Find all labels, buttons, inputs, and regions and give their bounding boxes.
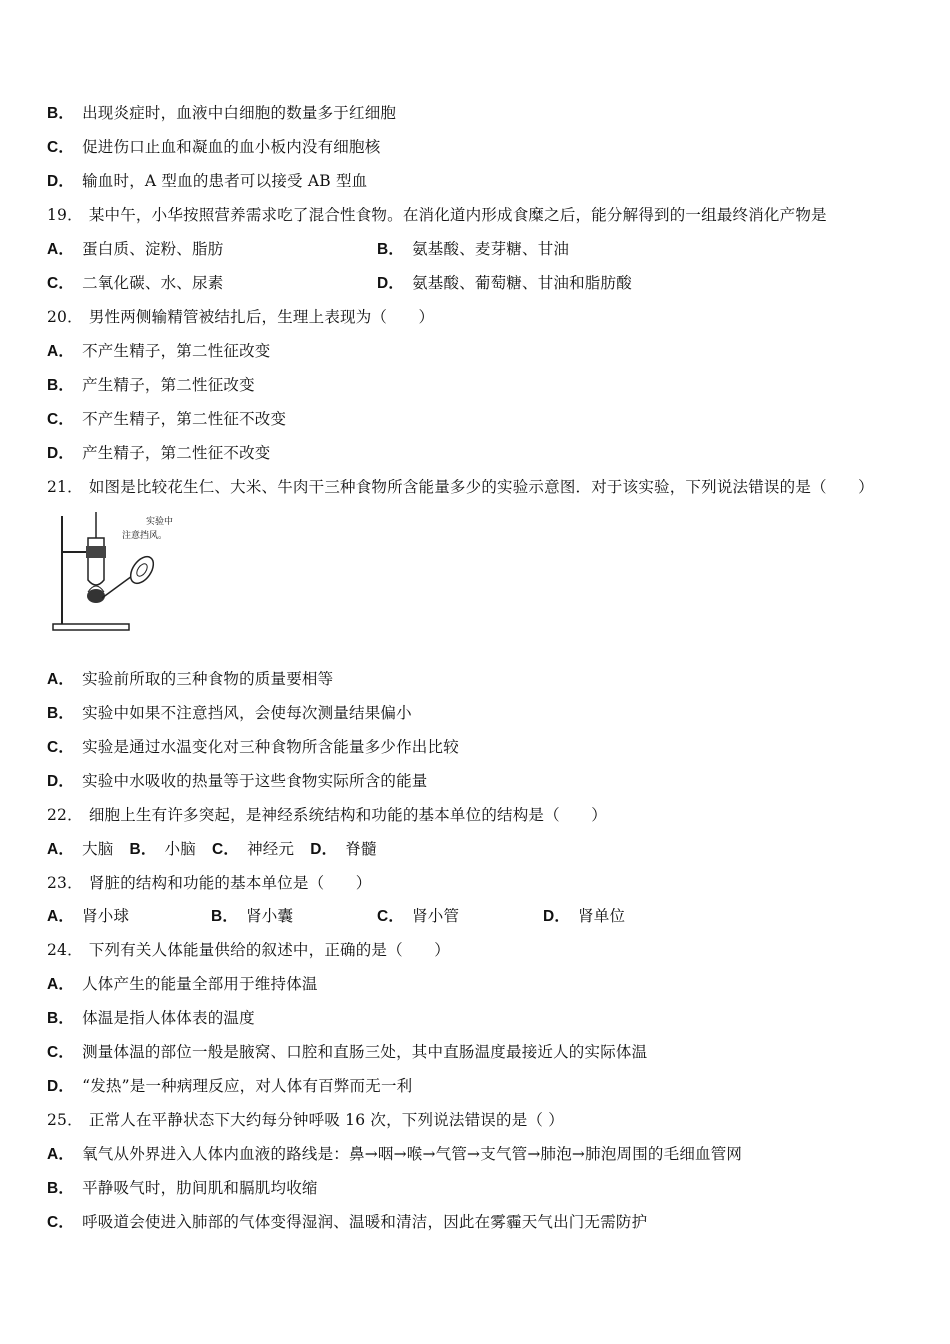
option-text: 人体产生的能量全部用于维持体温 — [82, 975, 318, 993]
question-number: 24． — [47, 941, 83, 959]
option-text: 平静吸气时，肋间肌和膈肌均收缩 — [82, 1179, 318, 1197]
option-letter: B． — [47, 705, 75, 722]
option-letter: D． — [47, 773, 75, 790]
option-letter: D． — [310, 841, 338, 858]
option-letter: D． — [47, 445, 75, 462]
option-letter: B． — [47, 1180, 75, 1197]
option-text: 产生精子，第二性征不改变 — [82, 444, 271, 462]
figure-label-line-1: 实验中 — [146, 517, 174, 527]
question-number: 21． — [47, 478, 83, 496]
q25-stem — [47, 1110, 564, 1130]
option-text: 肾小管 — [412, 907, 460, 925]
question-number: 22． — [47, 806, 83, 824]
option-text: 体温是指人体体表的温度 — [82, 1009, 255, 1027]
option-letter: C． — [47, 139, 75, 156]
option-text: 氨基酸、麦芽糖、甘油 — [412, 240, 570, 258]
option-letter: C． — [47, 1214, 75, 1231]
q21-stem — [47, 477, 874, 497]
option-text: 实验是通过水温变化对三种食物所含能量多少作出比较 — [82, 738, 459, 756]
q20-option-a — [47, 341, 271, 362]
question-number: 19． — [47, 206, 83, 224]
question-number: 20． — [47, 308, 83, 326]
q18-option-c — [47, 137, 380, 158]
figure-label-line-2: 注意挡风。 — [122, 531, 168, 541]
question-text: 下列有关人体能量供给的叙述中，正确的是（ ） — [88, 941, 450, 959]
needle-holder — [102, 576, 132, 598]
option-letter: C． — [47, 739, 75, 756]
question-text: 正常人在平静状态下大约每分钟呼吸 16 次，下列说法错误的是（ ） — [88, 1111, 564, 1129]
option-text: 不产生精子，第二性征改变 — [82, 342, 271, 360]
option-letter: A． — [47, 908, 75, 925]
option-text: “发热”是一种病理反应，对人体有百弊而无一利 — [82, 1077, 413, 1095]
q21-option-a — [47, 669, 333, 690]
option-text: 二氧化碳、水、尿素 — [82, 274, 224, 292]
option-letter: B． — [377, 241, 405, 258]
option-text: 实验中水吸收的热量等于这些食物实际所含的能量 — [82, 772, 428, 790]
option-text: 大脑 — [82, 840, 114, 858]
q23-stem — [47, 873, 371, 893]
q20-option-d — [47, 443, 271, 464]
stand-base — [53, 624, 129, 630]
food-energy-experiment-figure — [50, 510, 210, 640]
question-text: 肾脏的结构和功能的基本单位是（ ） — [88, 874, 372, 892]
q25-option-b — [47, 1178, 318, 1199]
option-text: 产生精子，第二性征改变 — [82, 376, 255, 394]
question-text: 如图是比较花生仁、大米、牛肉干三种食物所含能量多少的实验示意图．对于该实验，下列说法错误的是（ ） — [88, 478, 874, 496]
q20-option-c — [47, 409, 286, 430]
option-letter: D． — [47, 173, 75, 190]
option-text: 促进伤口止血和凝血的血小板内没有细胞核 — [82, 138, 381, 156]
q24-option-b — [47, 1008, 255, 1029]
option-text: 出现炎症时，血液中白细胞的数量多于红细胞 — [82, 104, 397, 122]
q23-options — [47, 906, 847, 927]
q24-option-a — [47, 974, 318, 995]
q25-option-c — [47, 1212, 647, 1233]
option-letter: C． — [47, 1044, 75, 1061]
option-letter: B． — [47, 1010, 75, 1027]
option-letter: B． — [129, 841, 157, 858]
q24-option-c — [47, 1042, 647, 1063]
q24-stem — [47, 940, 450, 960]
q20-option-b — [47, 375, 255, 396]
q21-option-d — [47, 771, 428, 792]
option-letter: C． — [47, 275, 75, 292]
test-tube — [88, 538, 104, 585]
option-text: 肾单位 — [578, 907, 626, 925]
option-text: 肾小球 — [82, 907, 130, 925]
option-text: 脊髓 — [345, 840, 377, 858]
q18-option-b — [47, 103, 396, 124]
question-text: 某中午，小华按照营养需求吃了混合性食物。在消化道内形成食糜之后，能分解得到的一组最终消化产物是 — [88, 206, 827, 224]
question-text: 细胞上生有许多突起，是神经系统结构和功能的基本单位的结构是（ ） — [88, 806, 607, 824]
option-text: 肾小囊 — [246, 907, 294, 925]
option-letter: C． — [377, 908, 405, 925]
option-letter: A． — [47, 976, 75, 993]
option-letter: A． — [47, 241, 75, 258]
option-letter: D． — [543, 908, 571, 925]
option-text: 测量体温的部位一般是腋窝、口腔和直肠三处，其中直肠温度最接近人的实际体温 — [82, 1043, 648, 1061]
option-text: 实验中如果不注意挡风，会使每次测量结果偏小 — [82, 704, 412, 722]
option-text: 实验前所取的三种食物的质量要相等 — [82, 670, 334, 688]
tube-clamp — [86, 546, 106, 558]
q22-options — [47, 839, 377, 860]
option-letter: A． — [47, 671, 75, 688]
q19-options-row-2 — [47, 273, 927, 294]
option-text: 氨基酸、葡萄糖、甘油和脂肪酸 — [412, 274, 632, 292]
option-letter: D． — [47, 1078, 75, 1095]
option-letter: C． — [212, 841, 240, 858]
question-number: 25． — [47, 1111, 83, 1129]
option-letter: A． — [47, 841, 75, 858]
option-text: 不产生精子，第二性征不改变 — [82, 410, 287, 428]
burning-food — [87, 589, 105, 603]
option-letter: B． — [47, 377, 75, 394]
option-text: 神经元 — [247, 840, 295, 858]
question-text: 男性两侧输精管被结扎后，生理上表现为（ ） — [88, 308, 435, 326]
option-letter: B． — [47, 105, 75, 122]
q18-option-d — [47, 171, 367, 192]
question-number: 23． — [47, 874, 83, 892]
q19-stem — [47, 205, 827, 225]
q21-option-b — [47, 703, 412, 724]
q24-option-d — [47, 1076, 412, 1097]
option-text: 蛋白质、淀粉、脂肪 — [82, 240, 224, 258]
q25-option-a — [47, 1144, 742, 1165]
q20-stem — [47, 307, 434, 327]
option-letter: A． — [47, 343, 75, 360]
option-letter: B． — [211, 908, 239, 925]
option-text: 呼吸道会使进入肺部的气体变得湿润、温暖和清洁，因此在雾霾天气出门无需防护 — [82, 1213, 648, 1231]
option-text: 氧气从外界进入人体内血液的路线是：鼻→咽→喉→气管→支气管→肺泡→肺泡周围的毛细血管网 — [82, 1145, 743, 1163]
option-text: 输血时，A 型血的患者可以接受 AB 型血 — [82, 172, 368, 190]
option-letter: D． — [377, 275, 405, 292]
q19-options-row-1 — [47, 239, 927, 260]
wind-shield — [126, 553, 158, 588]
q21-option-c — [47, 737, 459, 758]
q22-stem — [47, 805, 607, 825]
option-letter: A． — [47, 1146, 75, 1163]
option-text: 小脑 — [164, 840, 196, 858]
option-letter: C． — [47, 411, 75, 428]
